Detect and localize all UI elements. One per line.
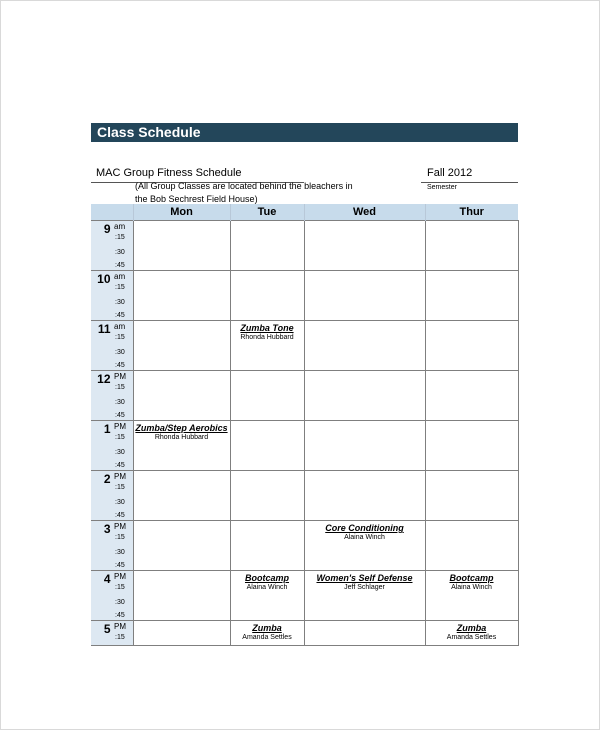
quarter-hour-label: :45: [115, 612, 125, 619]
term-value: Fall 2012: [427, 167, 473, 179]
schedule-cell-thur: [425, 321, 518, 371]
quarter-hour-label: :30: [115, 399, 125, 406]
ampm-label: PM: [114, 572, 126, 581]
instructor-name: Alaina Winch: [344, 534, 385, 541]
instructor-name: Amanda Settles: [446, 634, 497, 641]
quarter-hour-label: :30: [115, 499, 125, 506]
schedule-cell-tue: [230, 471, 304, 521]
quarter-hour-label: :15: [115, 284, 125, 291]
quarter-hour-label: :45: [115, 562, 125, 569]
quarter-hour-label: :15: [115, 484, 125, 491]
schedule-cell-thur: [425, 621, 518, 646]
class-name: Zumba: [456, 623, 487, 633]
schedule-cell-tue: [230, 421, 304, 471]
hour-label: 3: [103, 522, 111, 536]
schedule-cell-thur: [425, 471, 518, 521]
schedule-cell-tue: [230, 221, 304, 271]
day-header-mon: Mon: [133, 204, 230, 221]
time-cell: [91, 571, 133, 621]
schedule-name: MAC Group Fitness Schedule: [96, 167, 242, 179]
quarter-hour-label: :45: [115, 462, 125, 469]
schedule-cell-mon: [133, 221, 230, 271]
schedule-cell-tue: [230, 521, 304, 571]
time-cell: [91, 321, 133, 371]
class-name: Women's Self Defense: [316, 573, 413, 583]
schedule-cell-mon: [133, 371, 230, 421]
location-note-line-1: (All Group Classes are located behind the bleachers in: [135, 181, 353, 191]
quarter-hour-label: :45: [115, 512, 125, 519]
day-header-row: [91, 204, 518, 221]
schedule-cell-mon: [133, 321, 230, 371]
time-column-header: [91, 204, 133, 221]
schedule-cell-wed: [304, 621, 425, 646]
schedule-cell-wed: [304, 571, 425, 621]
schedule-cell-tue: [230, 271, 304, 321]
schedule-cell-thur: [425, 521, 518, 571]
hour-row: [91, 321, 518, 371]
hour-row: [91, 271, 518, 321]
quarter-hour-label: :30: [115, 449, 125, 456]
ampm-label: am: [114, 272, 126, 281]
time-cell: [91, 371, 133, 421]
quarter-hour-label: :15: [115, 384, 125, 391]
schedule-cell-wed: [304, 221, 425, 271]
instructor-name: Amanda Settles: [242, 634, 292, 641]
schedule-cell-tue: [230, 621, 304, 646]
hour-row: [91, 621, 518, 646]
schedule-cell-wed: [304, 321, 425, 371]
hour-label: 10: [97, 272, 111, 286]
ampm-label: am: [114, 322, 126, 331]
quarter-hour-label: :45: [115, 312, 125, 319]
time-cell: [91, 271, 133, 321]
hour-label: 9: [103, 222, 111, 236]
time-cell: [91, 471, 133, 521]
instructor-name: Jeff Schlager: [344, 584, 385, 591]
hour-label: 4: [103, 572, 111, 586]
page-title: Class Schedule: [97, 124, 201, 140]
quarter-hour-label: :30: [115, 249, 125, 256]
title-bar: [91, 123, 518, 142]
time-cell: [91, 621, 133, 646]
quarter-hour-label: :30: [115, 299, 125, 306]
instructor-name: Rhonda Hubbard: [240, 334, 294, 341]
ampm-label: PM: [114, 622, 126, 631]
ampm-label: am: [114, 222, 126, 231]
schedule-cell-wed: [304, 371, 425, 421]
schedule-cell-mon: [133, 421, 230, 471]
quarter-hour-label: :15: [115, 234, 125, 241]
quarter-hour-label: :15: [115, 334, 125, 341]
day-header-thur: Thur: [425, 204, 518, 221]
hour-label: 5: [103, 622, 111, 636]
schedule-cell-wed: [304, 471, 425, 521]
hour-label: 2: [103, 472, 111, 486]
schedule-table: [91, 204, 519, 646]
hour-row: [91, 371, 518, 421]
quarter-hour-label: :15: [115, 634, 125, 641]
location-note-line-2: the Bob Sechrest Field House): [135, 194, 258, 204]
ampm-label: PM: [114, 472, 126, 481]
class-name: Core Conditioning: [325, 523, 404, 533]
class-name: Bootcamp: [244, 573, 289, 583]
hour-row: [91, 521, 518, 571]
schedule-cell-thur: [425, 221, 518, 271]
quarter-hour-label: :45: [115, 412, 125, 419]
quarter-hour-label: :15: [115, 584, 125, 591]
ampm-label: PM: [114, 522, 126, 531]
hour-row: [91, 471, 518, 521]
time-cell: [91, 521, 133, 571]
quarter-hour-label: :15: [115, 434, 125, 441]
schedule-cell-thur: [425, 421, 518, 471]
time-cell: [91, 421, 133, 471]
time-cell: [91, 221, 133, 271]
quarter-hour-label: :30: [115, 349, 125, 356]
schedule-cell-thur: [425, 371, 518, 421]
class-name: Zumba: [252, 623, 282, 633]
term-underline: [421, 182, 518, 183]
day-header-tue: Tue: [230, 204, 304, 221]
schedule-cell-mon: [133, 471, 230, 521]
schedule-cell-wed: [304, 521, 425, 571]
schedule-cell-wed: [304, 271, 425, 321]
quarter-hour-label: :30: [115, 549, 125, 556]
hour-label: 11: [97, 322, 111, 336]
quarter-hour-label: :45: [115, 362, 125, 369]
class-name: Bootcamp: [449, 573, 494, 583]
schedule-cell-mon: [133, 271, 230, 321]
schedule-cell-thur: [425, 271, 518, 321]
schedule-cell-thur: [425, 571, 518, 621]
class-name: Zumba/Step Aerobics: [135, 423, 228, 433]
quarter-hour-label: :30: [115, 599, 125, 606]
schedule-cell-tue: [230, 321, 304, 371]
quarter-hour-label: :45: [115, 262, 125, 269]
quarter-hour-label: :15: [115, 534, 125, 541]
ampm-label: PM: [114, 372, 126, 381]
hour-row: [91, 571, 518, 621]
schedule-cell-mon: [133, 571, 230, 621]
schedule-cell-mon: [133, 521, 230, 571]
schedule-cell-wed: [304, 421, 425, 471]
hour-label: 12: [97, 372, 111, 386]
hour-label: 1: [103, 422, 111, 436]
schedule-cell-tue: [230, 571, 304, 621]
ampm-label: PM: [114, 422, 126, 431]
hour-row: [91, 221, 518, 271]
instructor-name: Alaina Winch: [451, 584, 492, 591]
class-name: Zumba Tone: [240, 323, 294, 333]
schedule-cell-mon: [133, 621, 230, 646]
hour-row: [91, 421, 518, 471]
day-header-wed: Wed: [304, 204, 425, 221]
instructor-name: Alaina Winch: [246, 584, 288, 591]
instructor-name: Rhonda Hubbard: [154, 434, 209, 441]
schedule-cell-tue: [230, 371, 304, 421]
term-label: Semester: [427, 184, 457, 191]
